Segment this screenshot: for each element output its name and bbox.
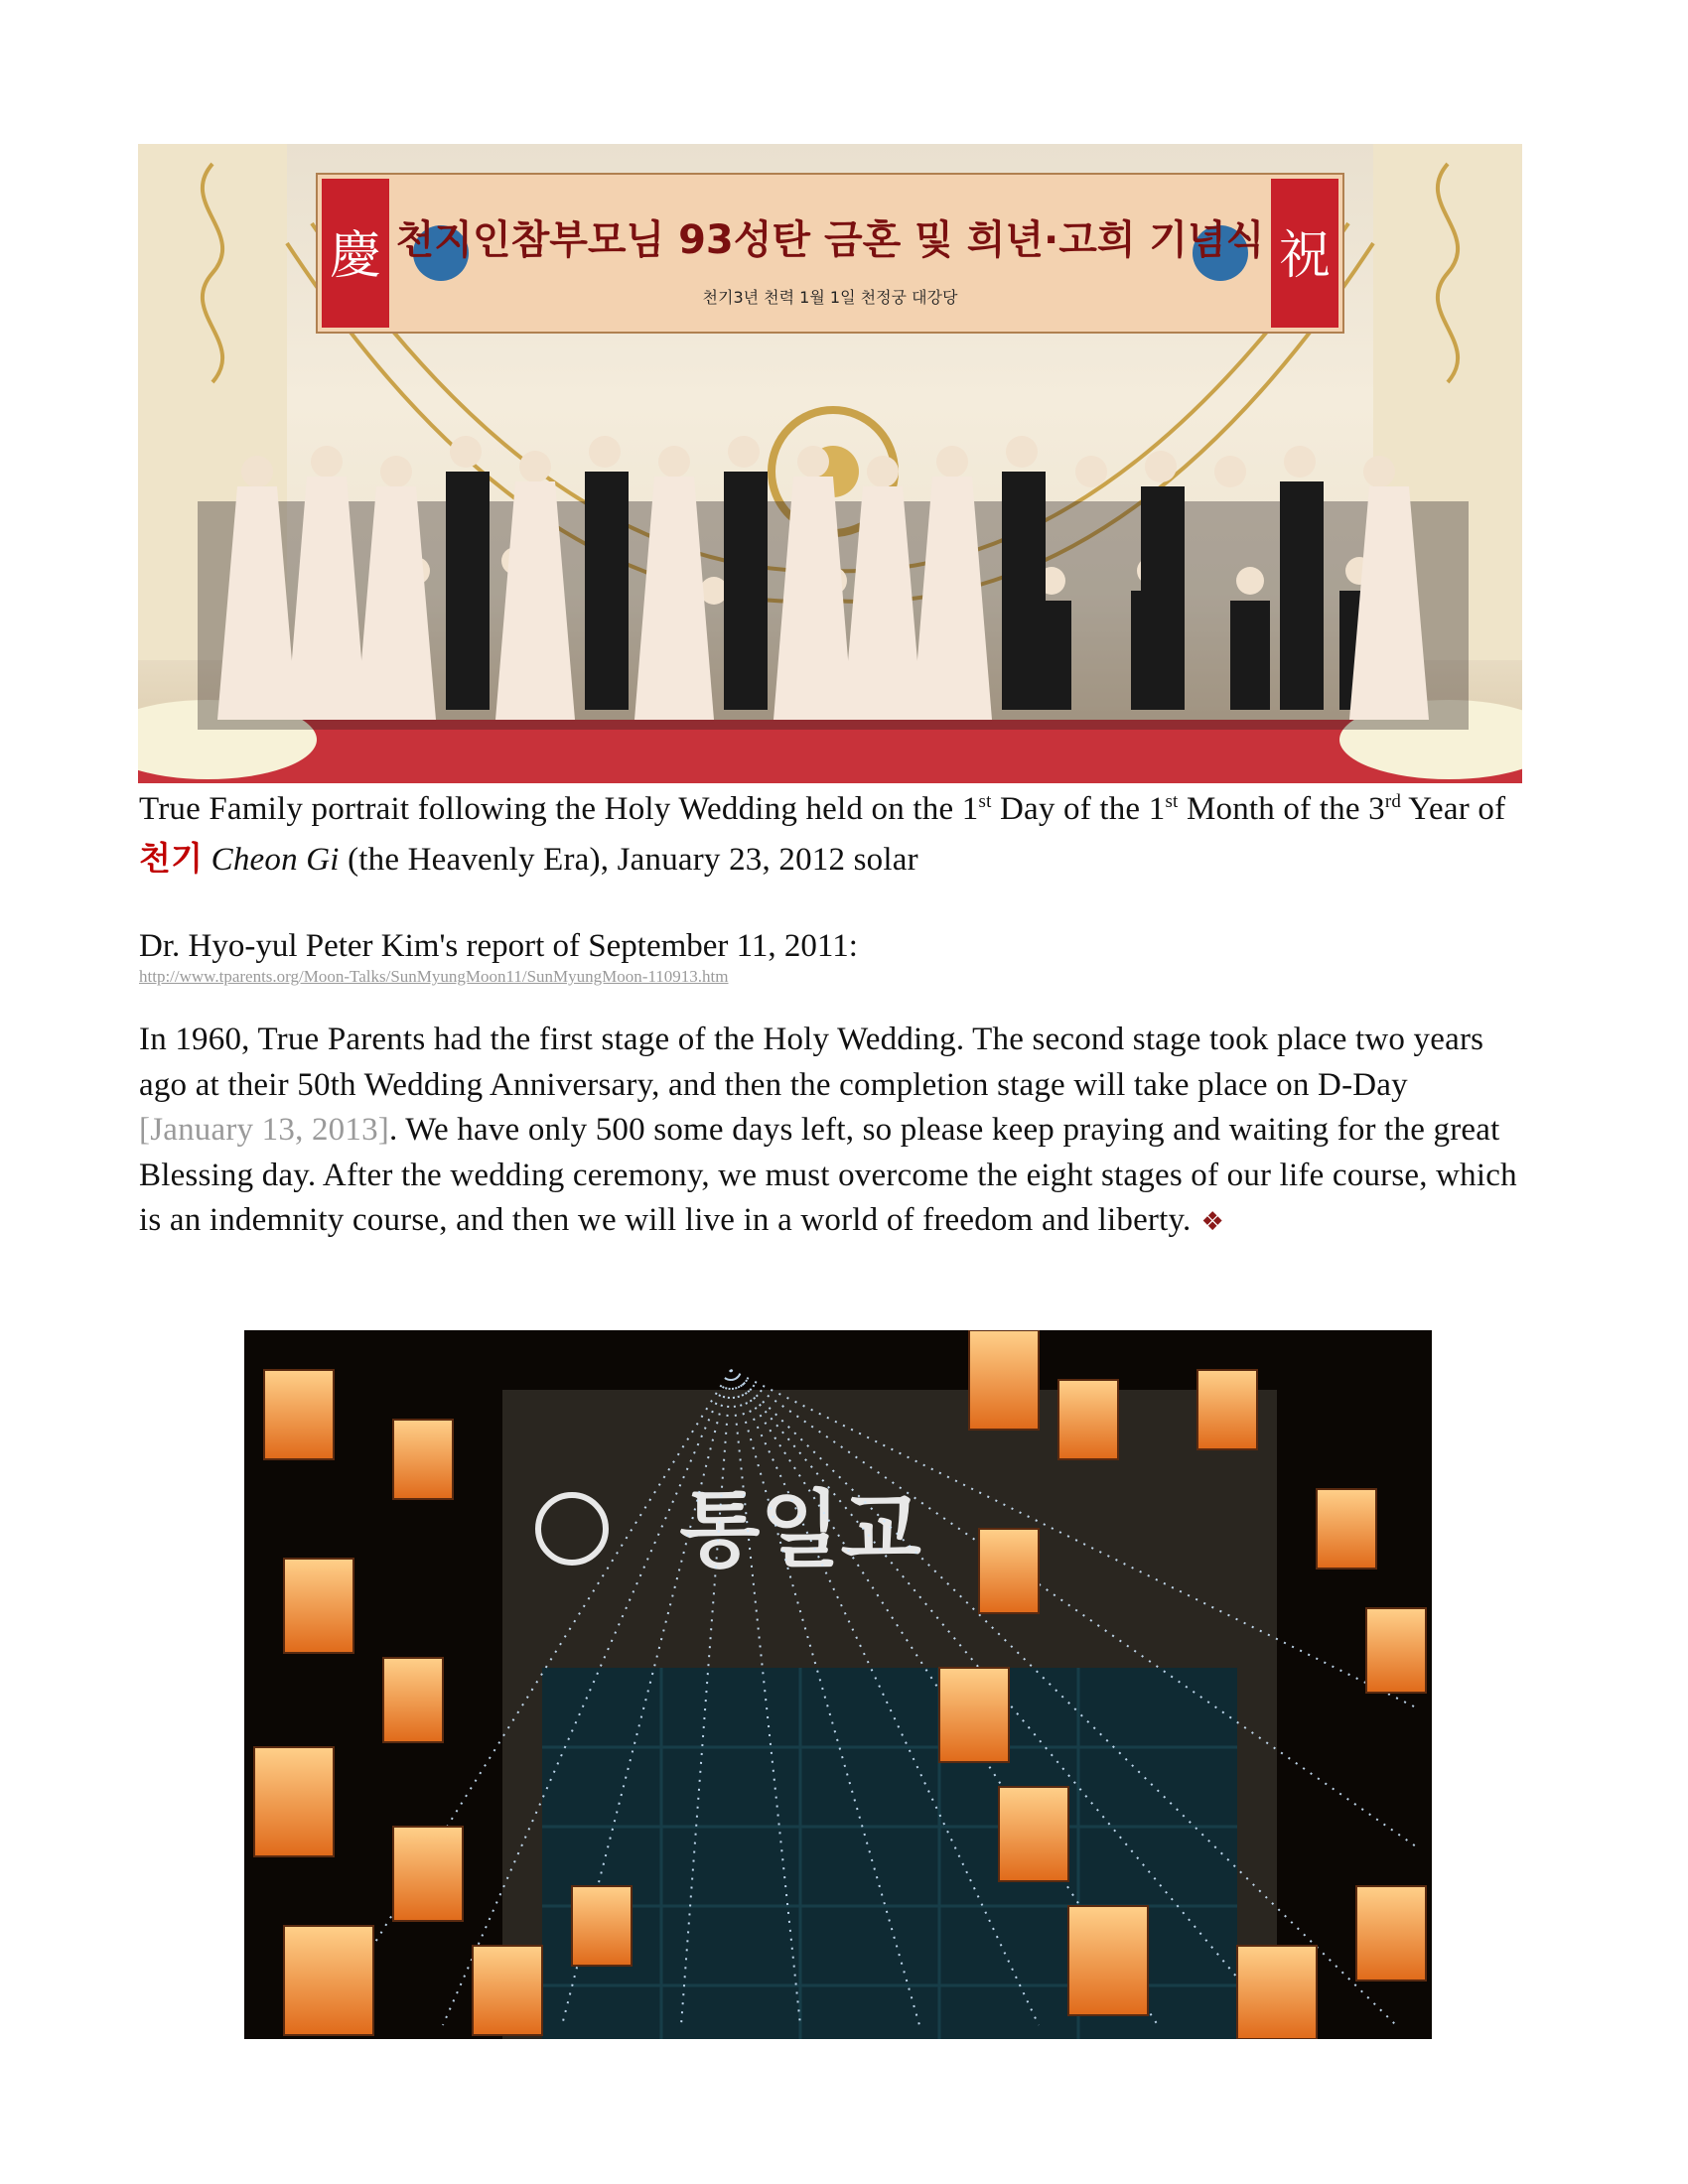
banner-title: 천지인참부모님 93성탄 금혼 및 희년·고희 기념식 [395, 217, 1265, 263]
body-text-2: . We have only 500 some days left, so please keep praying and waiting for the great Blessing day. After the wedding ceremony, we must overcome the eight stages of our life course, which is an indemnity course, and then we will live in a world of freedom and liberty. [139, 1112, 1517, 1238]
family-portrait-illustration [138, 144, 1522, 783]
photo-caption [139, 784, 1529, 885]
caption-text-4: Year of [1401, 791, 1506, 827]
banner-right-char: 祝 [1278, 226, 1332, 286]
body-paragraph [139, 1018, 1529, 1246]
report-link[interactable]: http://www.tparents.org/Moon-Talks/SunMyungMoon11/SunMyungMoon-110913.htm [139, 967, 729, 986]
caption-sup-3: rd [1384, 791, 1402, 812]
report-title: Dr. Hyo-yul Peter Kim's report of September 11, 2011: [139, 928, 858, 964]
caption-sup-1: st [978, 791, 992, 812]
diamond-ornament-icon: ❖ [1200, 1207, 1225, 1237]
caption-text-2: Day of the 1 [991, 791, 1166, 827]
lanterns-building-night-photo [244, 1330, 1432, 2039]
body-text-1: In 1960, True Parents had the first stage of the Holy Wedding. The second stage took place two years ago at their 50th Wedding Anniversary, and then the completion stage will take place on D-Day [139, 1022, 1484, 1103]
caption-text-1: True Family portrait following the Holy Wedding held on the 1 [139, 791, 979, 827]
building-sign: 통일교 [679, 1481, 921, 1578]
caption-italic: Cheon Gi [211, 842, 340, 878]
caption-text-3: Month of the 3 [1178, 791, 1385, 827]
caption-sup-2: st [1165, 791, 1179, 812]
caption-text-5: (the Heavenly Era), January 23, 2012 solar [339, 842, 918, 878]
lanterns-illustration [244, 1330, 1432, 2039]
family-portrait-photo [138, 144, 1522, 783]
banner-left-char: 慶 [329, 226, 382, 286]
caption-korean: 천기 [139, 839, 204, 878]
body-date-bracket: [January 13, 2013] [139, 1112, 389, 1148]
banner-subtitle: 천기3년 천력 1월 1일 천정궁 대강당 [702, 288, 958, 307]
